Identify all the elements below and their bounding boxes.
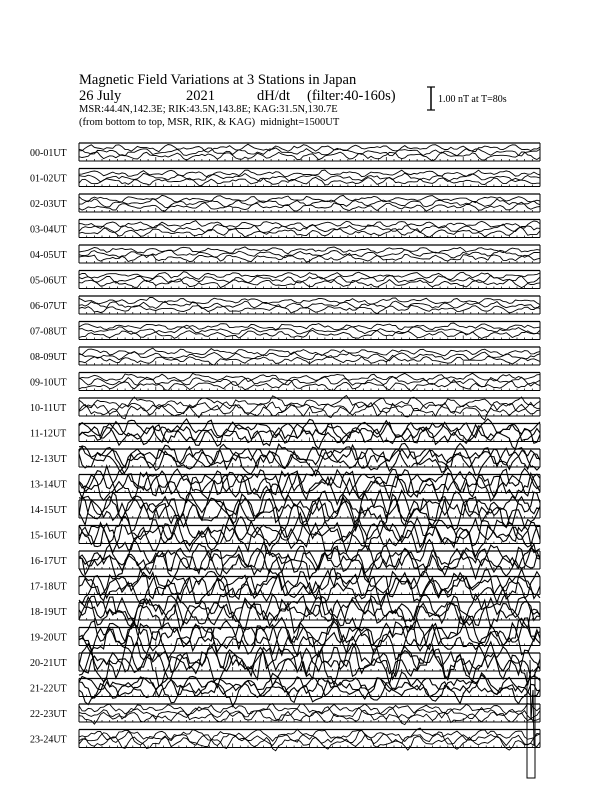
- row-06-07ut-trace-kag: [79, 297, 540, 304]
- row-13-14ut-trace-rik: [79, 466, 540, 500]
- row-label-18-19ut: 18-19UT: [30, 607, 67, 618]
- row-label-03-04ut: 03-04UT: [30, 224, 67, 236]
- row-10-11ut-trace-msr: [79, 403, 540, 420]
- row-label-00-01ut: 00-01UT: [30, 148, 67, 159]
- row-20-21ut-trace-rik: [79, 642, 540, 680]
- row-label-15-16ut: 15-16UT: [30, 530, 67, 542]
- row-06-07ut-ticks: [79, 310, 540, 314]
- date-day: 26 July: [79, 88, 122, 104]
- row-label-04-05ut: 04-05UT: [30, 250, 67, 261]
- row-07-08ut-trace-rik: [79, 327, 540, 335]
- row-07-08ut-ticks: [79, 336, 540, 340]
- row-label-08-09ut: 08-09UT: [30, 352, 67, 363]
- row-label-07-08ut: 07-08UT: [30, 326, 67, 338]
- row-08-09ut-trace-kag: [79, 348, 540, 356]
- row-label-19-20ut: 19-20UT: [30, 632, 67, 644]
- order-note: (from bottom to top, MSR, RIK, & KAG): [79, 117, 256, 128]
- row-14-15ut-trace-rik: [79, 492, 540, 526]
- row-label-12-13ut: 12-13UT: [30, 454, 67, 465]
- row-label-16-17ut: 16-17UT: [30, 556, 67, 567]
- filter-label: (filter:40-160s): [307, 88, 396, 104]
- row-04-05ut-trace-kag: [79, 247, 540, 254]
- row-04-05ut-trace-msr: [79, 253, 540, 262]
- row-03-04ut-ticks: [79, 234, 540, 238]
- row-label-20-21ut: 20-21UT: [30, 658, 67, 669]
- stations-line: MSR:44.4N,142.3E; RIK:43.5N,143.8E; KAG:31.5N,130.7E: [79, 104, 338, 115]
- row-label-09-10ut: 09-10UT: [30, 377, 67, 389]
- quantity-label: dH/dt: [257, 88, 291, 104]
- row-17-18ut-trace-rik: [79, 571, 540, 603]
- row-label-22-23ut: 22-23UT: [30, 709, 67, 720]
- row-label-05-06ut: 05-06UT: [30, 275, 67, 287]
- row-05-06ut-trace-msr: [79, 279, 540, 288]
- row-label-17-18ut: 17-18UT: [30, 581, 67, 593]
- row-label-21-22ut: 21-22UT: [30, 683, 67, 695]
- row-label-10-11ut: 10-11UT: [30, 403, 67, 414]
- row-label-13-14ut: 13-14UT: [30, 479, 67, 491]
- date-year: 2021: [186, 88, 215, 104]
- row-label-14-15ut: 14-15UT: [30, 505, 67, 516]
- row-label-11-12ut: 11-12UT: [30, 428, 67, 440]
- row-07-08ut-trace-kag: [79, 323, 540, 330]
- midnight-note: midnight=1500UT: [260, 117, 340, 128]
- row-02-03ut-ticks: [79, 208, 540, 212]
- row-00-01ut-ticks: [79, 157, 540, 161]
- scale-label: 1.00 nT at T=80s: [438, 94, 507, 105]
- row-21-22ut-trace-msr: [79, 680, 540, 706]
- row-18-19ut-trace-rik: [79, 592, 540, 627]
- row-03-04ut-trace-kag: [79, 221, 540, 229]
- row-00-01ut-trace-rik: [79, 148, 540, 156]
- row-label-06-07ut: 06-07UT: [30, 301, 67, 312]
- overflow-spike-trace: [530, 660, 534, 745]
- chart-title: Magnetic Field Variations at 3 Stations in Japan: [79, 72, 357, 88]
- row-label-02-03ut: 02-03UT: [30, 199, 67, 210]
- row-label-23-24ut: 23-24UT: [30, 734, 67, 746]
- row-label-01-02ut: 01-02UT: [30, 173, 67, 185]
